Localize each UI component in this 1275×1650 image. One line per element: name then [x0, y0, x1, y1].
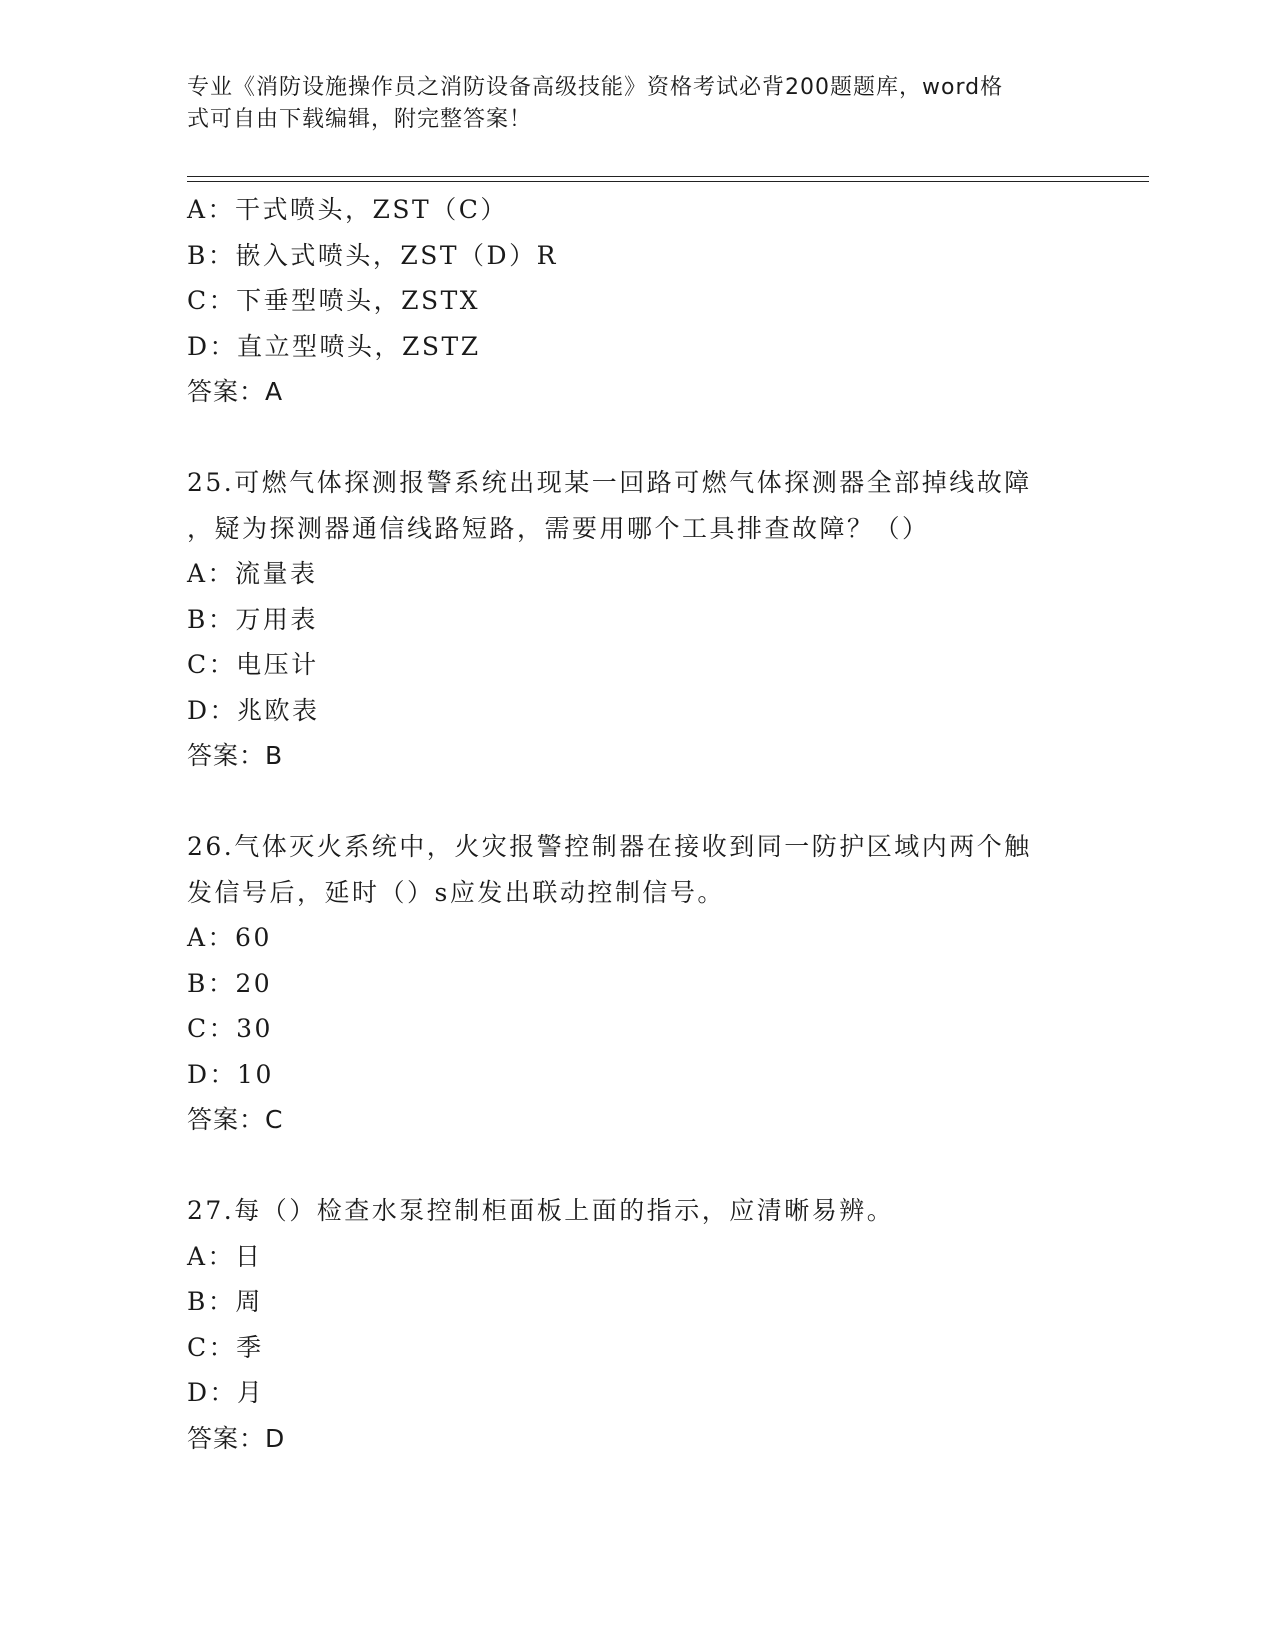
document-header	[187, 72, 1067, 136]
question-stem-line-1: 27.每（）检查水泵控制柜面板上面的指示，应清晰易辨。	[187, 1196, 895, 1225]
header-divider-thin	[187, 181, 1149, 182]
header-line-1: 专业《消防设施操作员之消防设备高级技能》资格考试必背200题题库，word格	[187, 75, 1004, 100]
question-stem-line-2: 发信号后，延时（）s应发出联动控制信号。	[187, 877, 725, 907]
option-a: A：流量表	[187, 559, 318, 588]
header-line-2: 式可自由下载编辑，附完整答案！	[187, 107, 533, 132]
question-stem-line-2: ，疑为探测器通信线路短路，需要用哪个工具排查故障？（）	[187, 513, 930, 543]
option-d: D：直立型喷头，ZSTZ	[187, 331, 481, 361]
question-list	[187, 187, 1087, 1461]
option-c: C：下垂型喷头，ZSTX	[187, 286, 481, 315]
option-b: B：周	[187, 1287, 263, 1316]
option-c: C：30	[187, 1014, 273, 1043]
option-a: A：日	[187, 1241, 263, 1271]
option-c: C：电压计	[187, 650, 319, 679]
spacer	[187, 415, 1087, 461]
header-divider-thick	[187, 176, 1149, 177]
option-d: D：月	[187, 1378, 265, 1407]
option-a: A：干式喷头，ZST（C）	[187, 195, 508, 224]
answer-line: 答案：A	[187, 377, 284, 406]
question-stem-line-1: 25.可燃气体探测报警系统出现某一回路可燃气体探测器全部掉线故障	[187, 468, 1032, 497]
option-d: D：兆欧表	[187, 695, 320, 725]
question-block-26	[187, 824, 1087, 1143]
option-b: B：万用表	[187, 604, 318, 634]
option-c: C：季	[187, 1332, 264, 1362]
answer-line: 答案：C	[187, 1105, 284, 1134]
option-a: A：60	[187, 923, 272, 952]
answer-line: 答案：B	[187, 741, 284, 770]
question-stem-line-1: 26.气体灭火系统中，火灾报警控制器在接收到同一防护区域内两个触	[187, 832, 1032, 861]
option-b: B：嵌入式喷头，ZST（D）R	[187, 240, 558, 270]
option-b: B：20	[187, 968, 273, 998]
answer-line: 答案：D	[187, 1423, 286, 1453]
option-d: D：10	[187, 1059, 274, 1089]
question-block-24	[187, 187, 1087, 415]
spacer	[187, 779, 1087, 825]
spacer	[187, 1143, 1087, 1189]
question-block-27	[187, 1188, 1087, 1461]
question-block-25	[187, 460, 1087, 779]
